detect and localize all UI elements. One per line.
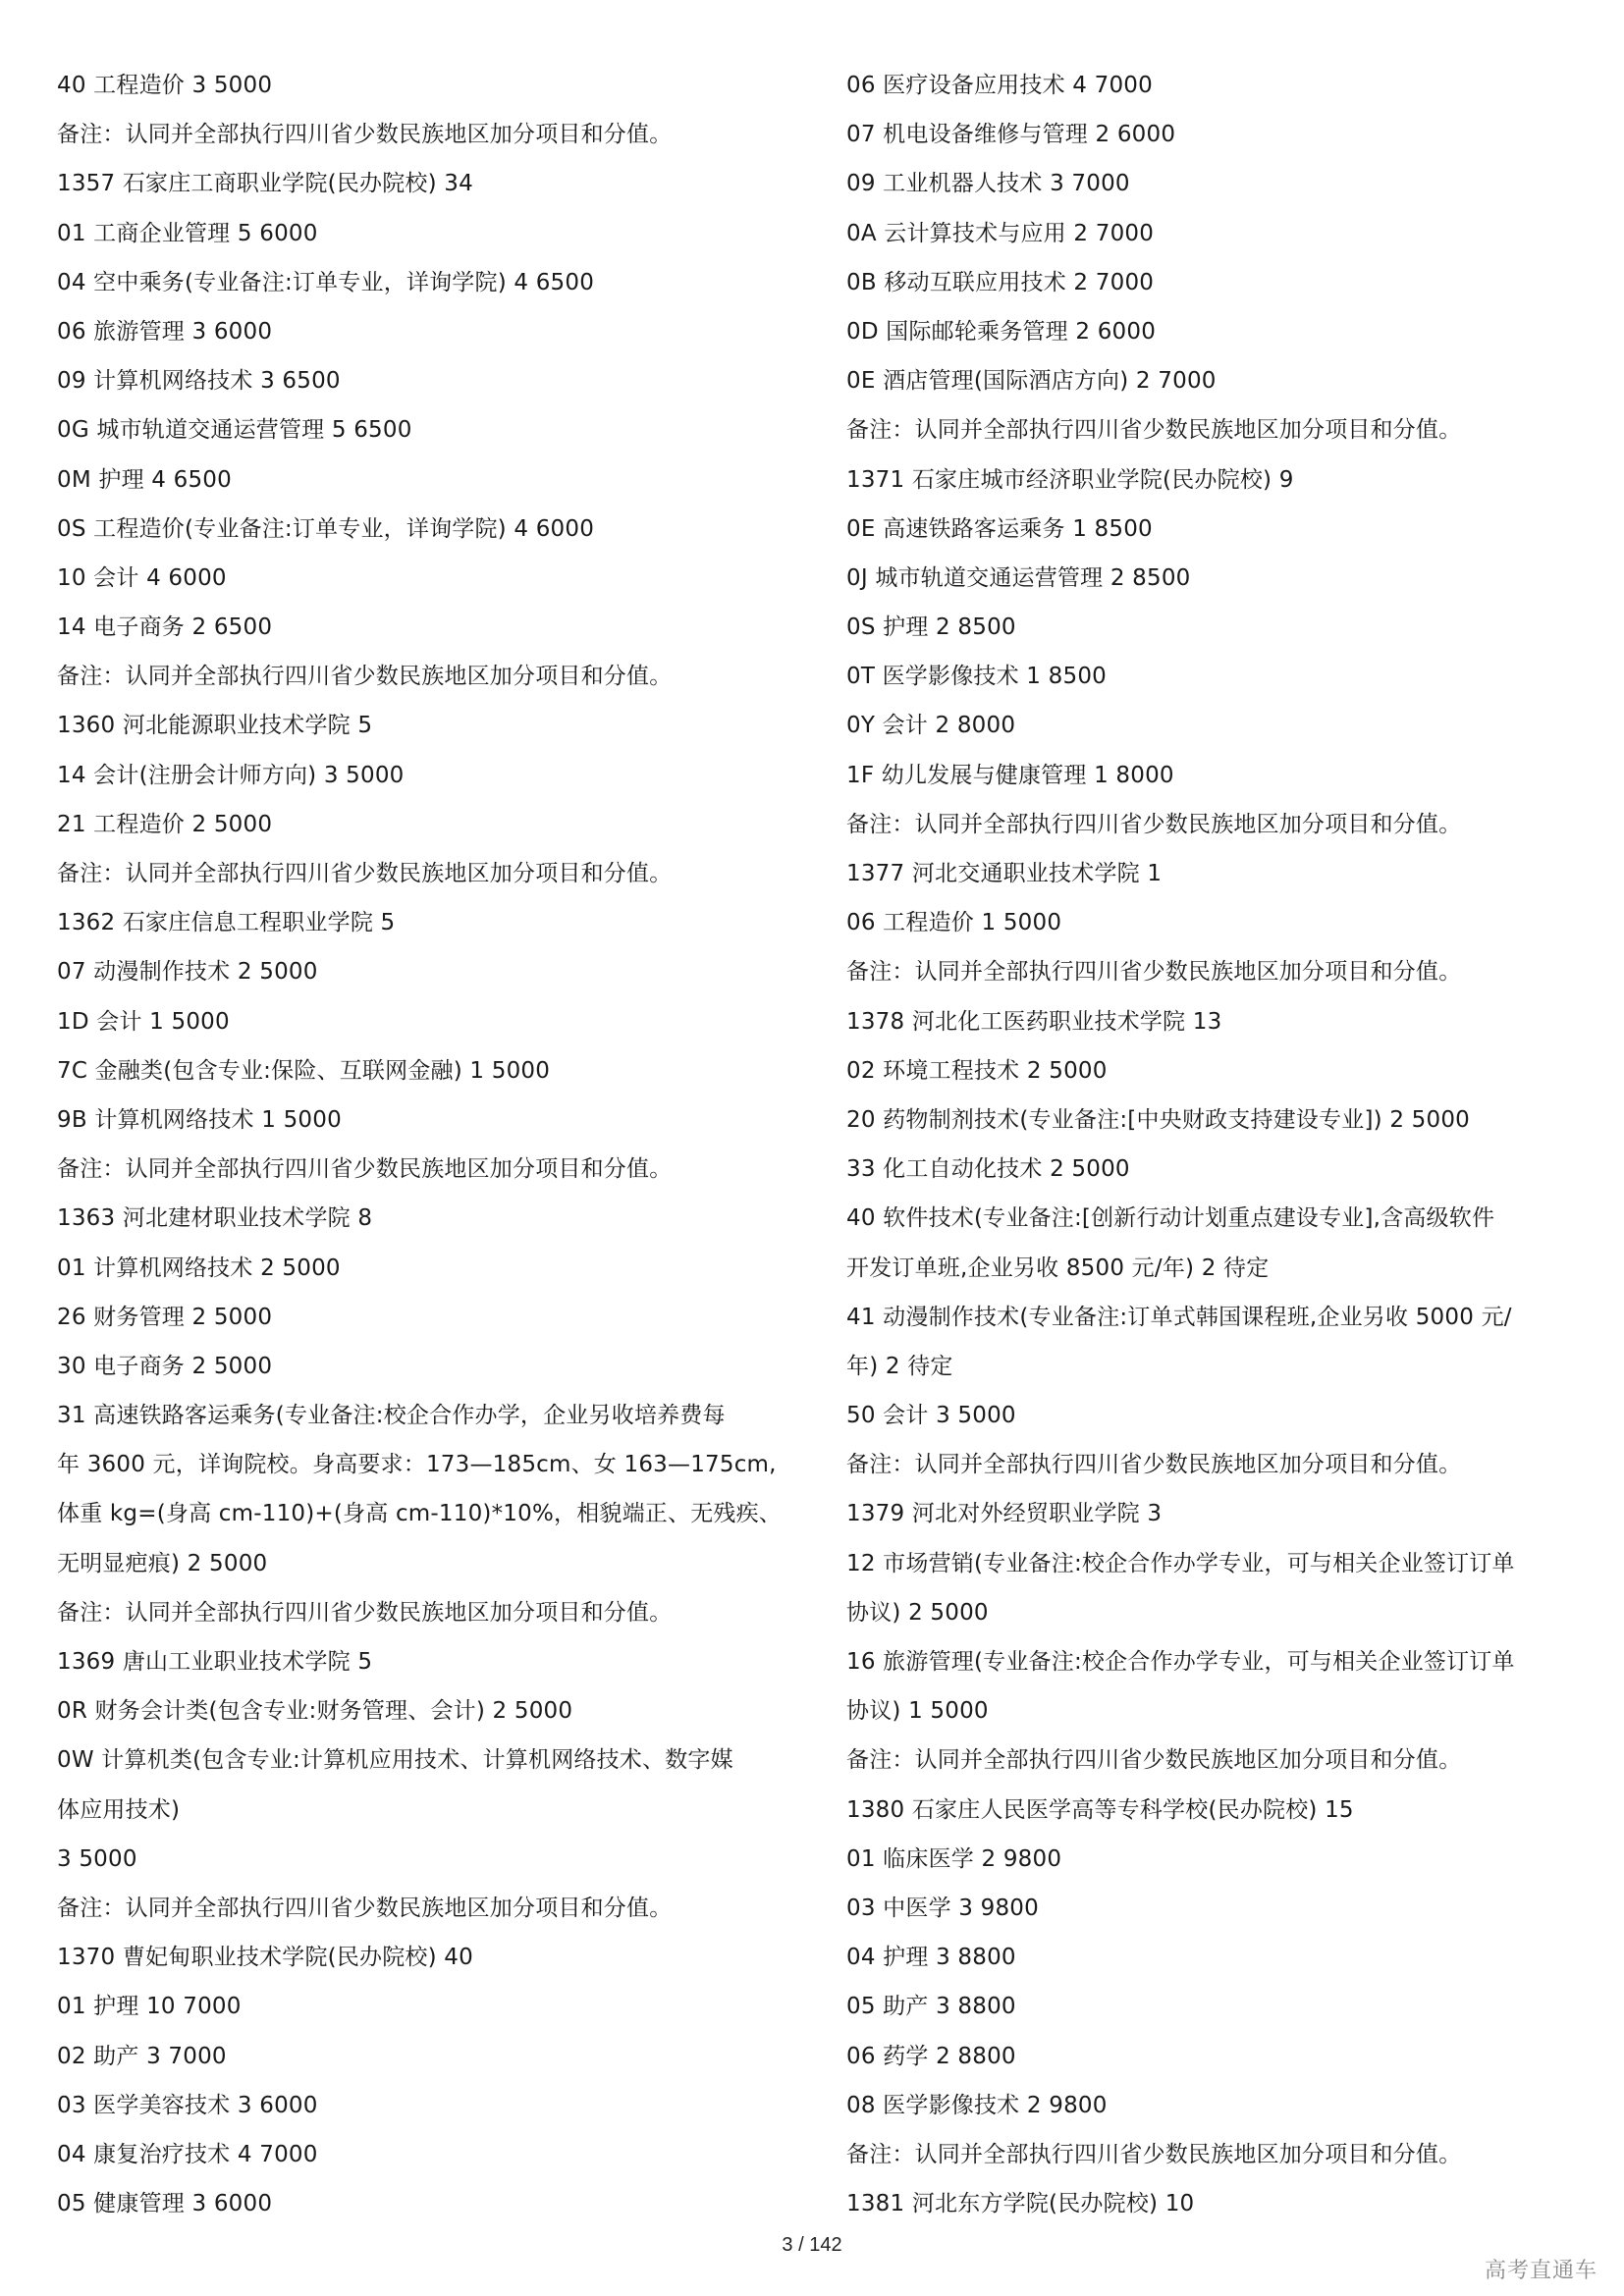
left-column: [57, 61, 803, 2228]
text-line: 年 3600 元，详询院校。身高要求：173—185cm、女 163—175cm,: [57, 1452, 777, 1478]
text-line: 10 会计 4 6000: [57, 564, 227, 591]
text-line: 备注：认同并全部执行四川省少数民族地区加分项目和分值。: [57, 1599, 673, 1626]
text-line: 14 会计(注册会计师方向) 3 5000: [57, 762, 405, 788]
text-line: 08 医学影像技术 2 9800: [846, 2092, 1108, 2118]
text-line: 50 会计 3 5000: [846, 1403, 1016, 1429]
text-line: 1370 曹妃甸职业技术学院(民办院校) 40: [57, 1945, 473, 1971]
text-line: 07 机电设备维修与管理 2 6000: [846, 122, 1176, 148]
text-line: 1369 唐山工业职业技术学院 5: [57, 1649, 373, 1675]
text-line: 40 工程造价 3 5000: [57, 73, 273, 98]
text-line: 0E 酒店管理(国际酒店方向) 2 7000: [846, 368, 1217, 395]
text-line: 0A 云计算技术与应用 2 7000: [846, 220, 1155, 246]
text-line: 04 护理 3 8800: [846, 1945, 1016, 1971]
text-line: 1360 河北能源职业技术学院 5: [57, 713, 373, 739]
text-line: 协议) 1 5000: [846, 1698, 989, 1725]
text-line: 06 医疗设备应用技术 4 7000: [846, 73, 1153, 98]
text-line: 0Y 会计 2 8000: [846, 713, 1016, 739]
text-line: 1377 河北交通职业技术学院 1: [846, 861, 1163, 886]
watermark-text: 高考直通车: [1485, 2259, 1598, 2283]
text-line: 26 财务管理 2 5000: [57, 1304, 273, 1330]
text-line: 0W 计算机类(包含专业:计算机应用技术、计算机网络技术、数字媒: [57, 1747, 733, 1774]
text-line: 备注：认同并全部执行四川省少数民族地区加分项目和分值。: [57, 664, 673, 690]
text-line: 05 健康管理 3 6000: [57, 2191, 273, 2217]
text-line: 1380 石家庄人民医学高等专科学校(民办院校) 15: [846, 1796, 1354, 1823]
text-line: 09 计算机网络技术 3 6500: [57, 368, 341, 395]
text-line: 20 药物制剂技术(专业备注:[中央财政支持建设专业]) 2 5000: [846, 1106, 1471, 1133]
text-line: 0B 移动互联应用技术 2 7000: [846, 269, 1155, 295]
text-line: 体应用技术): [57, 1796, 181, 1823]
text-line: 1381 河北东方学院(民办院校) 10: [846, 2191, 1195, 2217]
text-line: 备注：认同并全部执行四川省少数民族地区加分项目和分值。: [57, 122, 673, 148]
text-line: 0G 城市轨道交通运营管理 5 6500: [57, 417, 412, 444]
text-line: 01 护理 10 7000: [57, 1994, 242, 2020]
text-line: 06 旅游管理 3 6000: [57, 318, 273, 345]
text-line: 0S 工程造价(专业备注:订单专业，详询学院) 4 6000: [57, 515, 595, 542]
text-line: 06 工程造价 1 5000: [846, 910, 1062, 936]
text-line: 41 动漫制作技术(专业备注:订单式韩国课程班,企业另收 5000 元/: [846, 1304, 1512, 1330]
text-line: 3 5000: [57, 1845, 137, 1872]
text-line: 年) 2 待定: [846, 1353, 953, 1379]
text-line: 04 空中乘务(专业备注:订单专业，详询学院) 4 6500: [57, 269, 595, 295]
page-number: 3 / 142: [782, 2234, 842, 2256]
text-line: 01 计算机网络技术 2 5000: [57, 1255, 341, 1281]
text-line: 备注：认同并全部执行四川省少数民族地区加分项目和分值。: [57, 1156, 673, 1183]
text-line: 40 软件技术(专业备注:[创新行动计划重点建设专业],含高级软件: [846, 1205, 1495, 1232]
text-line: 协议) 2 5000: [846, 1599, 989, 1626]
text-line: 备注：认同并全部执行四川省少数民族地区加分项目和分值。: [846, 811, 1462, 837]
text-line: 0J 城市轨道交通运营管理 2 8500: [846, 564, 1191, 591]
right-column: [846, 61, 1593, 2228]
text-line: 0T 医学影像技术 1 8500: [846, 664, 1107, 690]
text-line: 备注：认同并全部执行四川省少数民族地区加分项目和分值。: [846, 1747, 1462, 1774]
text-line: 1371 石家庄城市经济职业学院(民办院校) 9: [846, 466, 1294, 493]
text-line: 21 工程造价 2 5000: [57, 811, 273, 837]
text-line: 01 临床医学 2 9800: [846, 1845, 1062, 1872]
text-line: 0R 财务会计类(包含专业:财务管理、会计) 2 5000: [57, 1698, 573, 1725]
text-line: 33 化工自动化技术 2 5000: [846, 1156, 1130, 1183]
text-line: 1363 河北建材职业技术学院 8: [57, 1205, 373, 1232]
text-line: 30 电子商务 2 5000: [57, 1353, 273, 1379]
text-line: 9B 计算机网络技术 1 5000: [57, 1106, 342, 1133]
text-line: 09 工业机器人技术 3 7000: [846, 171, 1130, 197]
text-line: 02 环境工程技术 2 5000: [846, 1057, 1108, 1084]
text-line: 07 动漫制作技术 2 5000: [57, 959, 318, 986]
text-line: 备注：认同并全部执行四川省少数民族地区加分项目和分值。: [846, 1452, 1462, 1478]
text-line: 05 助产 3 8800: [846, 1994, 1016, 2020]
text-line: 备注：认同并全部执行四川省少数民族地区加分项目和分值。: [57, 861, 673, 886]
text-line: 0D 国际邮轮乘务管理 2 6000: [846, 318, 1157, 345]
text-line: 12 市场营销(专业备注:校企合作办学专业，可与相关企业签订订单: [846, 1550, 1515, 1576]
text-line: 1378 河北化工医药职业技术学院 13: [846, 1008, 1222, 1035]
text-line: 0E 高速铁路客运乘务 1 8500: [846, 515, 1153, 542]
text-line: 31 高速铁路客运乘务(专业备注:校企合作办学，企业另收培养费每: [57, 1403, 726, 1429]
text-line: 04 康复治疗技术 4 7000: [57, 2141, 318, 2167]
text-line: 1D 会计 1 5000: [57, 1008, 230, 1035]
text-line: 02 助产 3 7000: [57, 2043, 227, 2069]
text-line: 无明显疤痕) 2 5000: [57, 1550, 268, 1576]
text-line: 备注：认同并全部执行四川省少数民族地区加分项目和分值。: [846, 959, 1462, 986]
text-line: 备注：认同并全部执行四川省少数民族地区加分项目和分值。: [846, 2141, 1462, 2167]
text-line: 03 中医学 3 9800: [846, 1895, 1039, 1921]
text-line: 开发订单班,企业另收 8500 元/年) 2 待定: [846, 1255, 1270, 1281]
text-line: 体重 kg=(身高 cm-110)+(身高 cm-110)*10%，相貌端正、无残疾、: [57, 1501, 783, 1527]
text-line: 1F 幼儿发展与健康管理 1 8000: [846, 762, 1174, 788]
text-line: 01 工商企业管理 5 6000: [57, 220, 318, 246]
text-line: 1357 石家庄工商职业学院(民办院校) 34: [57, 171, 473, 197]
text-line: 03 医学美容技术 3 6000: [57, 2092, 318, 2118]
text-line: 1362 石家庄信息工程职业学院 5: [57, 910, 396, 936]
text-line: 备注：认同并全部执行四川省少数民族地区加分项目和分值。: [846, 417, 1462, 444]
text-line: 06 药学 2 8800: [846, 2043, 1016, 2069]
text-line: 7C 金融类(包含专业:保险、互联网金融) 1 5000: [57, 1057, 551, 1084]
text-line: 1379 河北对外经贸职业学院 3: [846, 1501, 1163, 1527]
text-line: 14 电子商务 2 6500: [57, 614, 273, 641]
text-line: 16 旅游管理(专业备注:校企合作办学专业，可与相关企业签订订单: [846, 1649, 1515, 1675]
text-line: 备注：认同并全部执行四川省少数民族地区加分项目和分值。: [57, 1895, 673, 1921]
text-line: 0S 护理 2 8500: [846, 614, 1016, 641]
text-line: 0M 护理 4 6500: [57, 466, 232, 493]
